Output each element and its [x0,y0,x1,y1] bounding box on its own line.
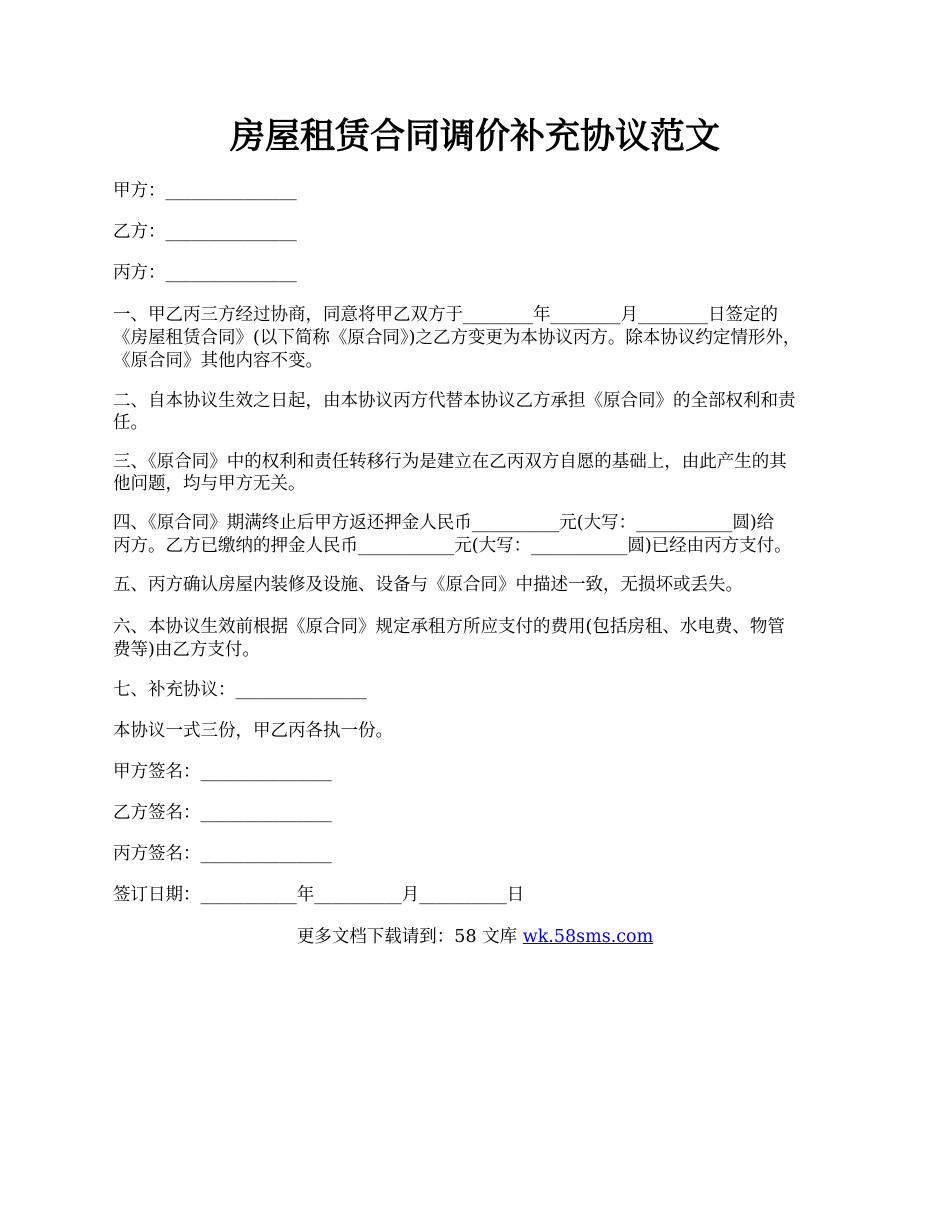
clause-2-line-1: 二、自本协议生效之日起，由本协议丙方代替本协议乙方承担《原合同》的全部权利和责 [113,391,796,411]
footer-text: 更多文档下载请到：58 文库 [296,927,523,947]
clause-6-line-1: 六、本协议生效前根据《原合同》规定承租方所应支付的费用(包括房租、水电费、物管 [113,617,785,637]
party-b-line: 乙方：_______________ [113,222,297,242]
clause-3-line-2: 他问题，均与甲方无关。 [113,474,306,494]
document-title: 房屋租赁合同调价补充协议范文 [229,116,720,157]
party-c-line: 丙方：_______________ [113,263,297,283]
signature-party-c: 丙方签名：_______________ [113,844,332,864]
clause-4-line-1: 四、《原合同》期满终止后甲方返还押金人民币__________元(大写：___________圆)给 [113,513,775,533]
signature-party-a: 甲方签名：_______________ [113,762,332,782]
clause-5: 五、丙方确认房屋内装修及设施、设备与《原合同》中描述一致，无损坏或丢失。 [113,575,743,595]
clause-1-line-3: 《原合同》其他内容不变。 [113,351,323,371]
clause-2-line-2: 任。 [113,413,148,433]
clause-6-line-2: 费等)由乙方支付。 [113,640,260,660]
clause-7: 七、补充协议：_______________ [113,680,367,700]
clause-3-line-1: 三、《原合同》中的权利和责任转移行为是建立在乙丙双方自愿的基础上，由此产生的其 [113,452,787,472]
clause-4-line-2: 丙方。乙方已缴纳的押金人民币___________元(大写：___________圆)已经由丙方支付。 [113,536,792,556]
signature-party-b: 乙方签名：_______________ [113,803,332,823]
party-a-line: 甲方：_______________ [113,181,297,201]
footer-link[interactable]: wk.58sms.com [522,927,654,947]
signing-date: 签订日期：___________年__________月__________日 [113,885,525,905]
clause-1-line-1: 一、甲乙丙三方经过协商，同意将甲乙双方于________年________月________日签定的 [113,305,778,325]
clause-1-line-2: 《房屋租赁合同》(以下简称《原合同》)之乙方变更为本协议丙方。除本协议约定情形外， [113,328,801,348]
copies-statement: 本协议一式三份，甲乙丙各执一份。 [113,721,393,741]
footer [0,927,950,947]
